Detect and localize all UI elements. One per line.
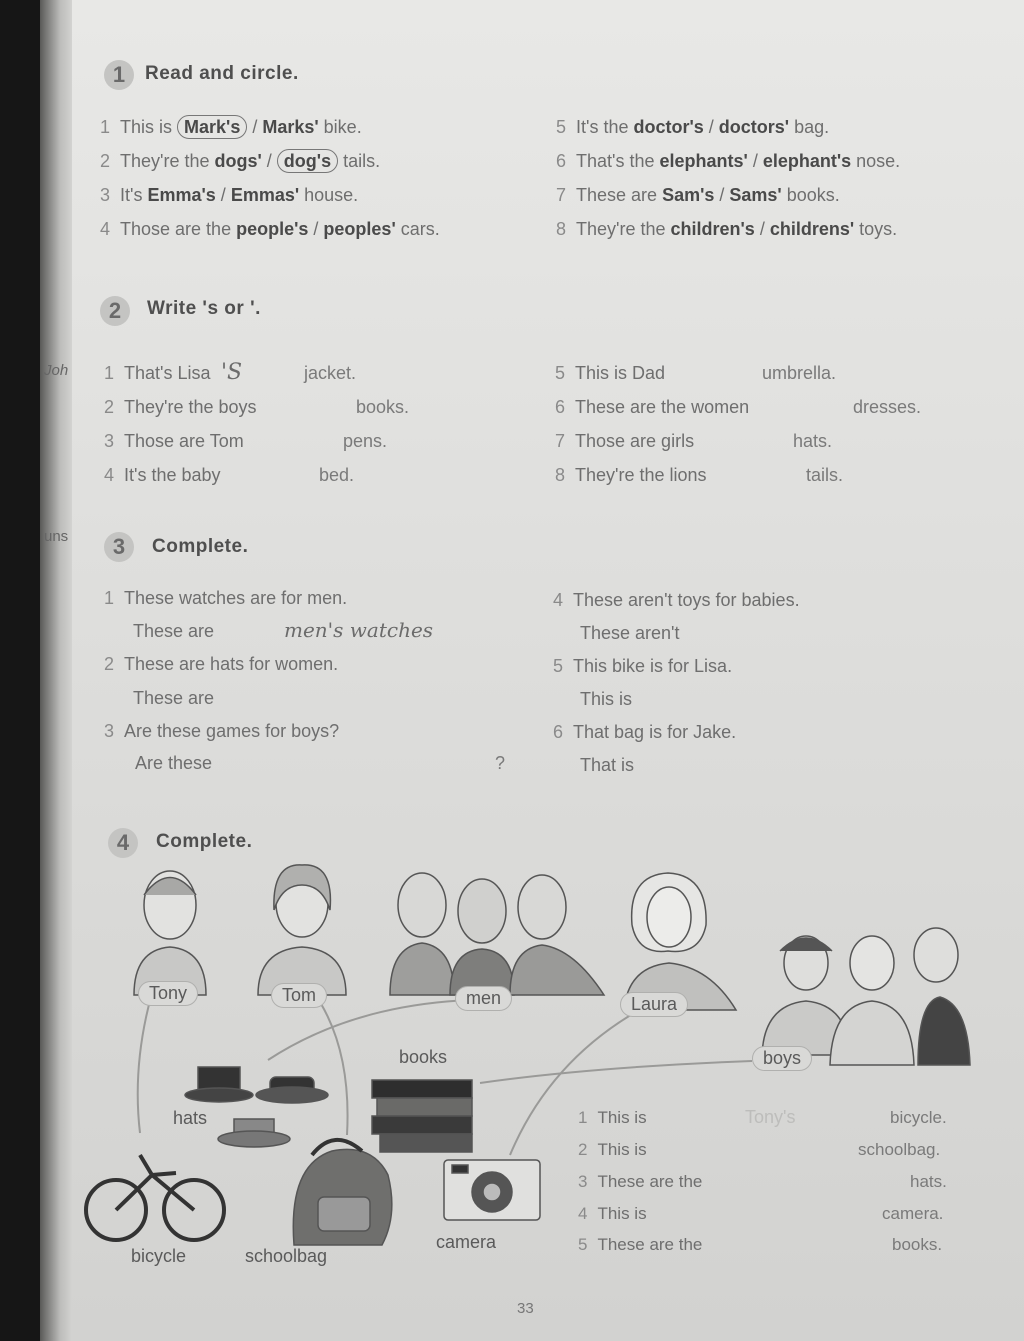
item-number: 8 [555, 465, 566, 485]
item-number: 6 [556, 151, 567, 171]
option-2: elephant's [762, 151, 852, 171]
item-number: 1 [578, 1108, 588, 1127]
item-number: 6 [553, 722, 564, 742]
exercise-2-item [555, 363, 665, 384]
option-1: elephants' [659, 151, 748, 171]
previous-page-edge [40, 0, 74, 1341]
item-suffix: toys. [854, 219, 898, 239]
item-number: 7 [555, 431, 566, 451]
exercise-4-item [578, 1204, 647, 1224]
object-label-bicycle: bicycle [131, 1246, 187, 1266]
option-separator: / [308, 219, 324, 239]
item-suffix: cars. [395, 219, 440, 239]
item-text: This is Dad [575, 363, 666, 383]
option-separator: / [261, 151, 277, 171]
answer-stem: Are these [135, 753, 213, 773]
answer-stem: That is [580, 755, 635, 775]
item-text: Those are Tom [124, 431, 244, 451]
exercise-2-item [104, 363, 211, 384]
object-label-camera: camera [436, 1232, 497, 1252]
option-2: peoples' [323, 219, 396, 239]
exercise-1-item [100, 219, 440, 240]
item-text: Those are girls [575, 431, 695, 451]
item-number: 3 [578, 1172, 588, 1191]
item-number: 2 [104, 397, 115, 417]
answer-stem: These aren't [580, 623, 680, 643]
item-number: 8 [556, 219, 567, 239]
exercise-3-number: 3 [104, 532, 134, 562]
option-separator: / [247, 117, 263, 137]
item-suffix: house. [299, 185, 359, 205]
option-1: doctor's [633, 117, 704, 137]
item-number: 3 [104, 431, 115, 451]
item-text: It's the baby [124, 465, 221, 485]
item-ending: schoolbag. [858, 1140, 941, 1159]
item-number: 4 [100, 219, 111, 239]
margin-text: uns [44, 528, 69, 545]
page-number: 33 [517, 1300, 534, 1317]
item-text: This is [597, 1108, 647, 1127]
handwritten-answer: 'S [221, 360, 243, 385]
exercise-4-item [578, 1108, 647, 1128]
item-suffix: bike. [318, 117, 362, 137]
exercise-3-question [104, 654, 338, 675]
option-separator: / [754, 219, 770, 239]
exercise-2-item [555, 431, 694, 452]
exercise-3-question [104, 588, 347, 609]
item-ending: hats. [793, 431, 833, 451]
answer-stem: These are [133, 621, 215, 641]
exercise-4-number: 4 [108, 828, 138, 858]
exercise-1-item [556, 151, 900, 172]
handwritten-answer: men's watches [284, 618, 434, 642]
question-mark: ? [495, 753, 506, 773]
item-number: 5 [578, 1235, 588, 1254]
item-text: That's Lisa [124, 363, 211, 383]
item-suffix: bag. [789, 117, 830, 137]
option-2: childrens' [769, 219, 855, 239]
question-text: This bike is for Lisa. [573, 656, 733, 676]
exercise-1-item [100, 185, 358, 206]
tony-figure [134, 871, 206, 995]
item-ending: dresses. [853, 397, 922, 417]
exercise-1-item [556, 219, 897, 240]
item-number: 1 [104, 363, 115, 383]
item-ending: pens. [343, 431, 388, 451]
item-number: 5 [553, 656, 564, 676]
question-text: These aren't toys for babies. [573, 590, 800, 610]
exercise-4-item [578, 1172, 702, 1192]
item-ending: books. [356, 397, 410, 417]
exercise-2-title: Write 's or '. [147, 298, 261, 319]
item-number: 1 [104, 588, 115, 608]
item-ending: books. [892, 1235, 943, 1254]
hats-drawing [185, 1067, 328, 1147]
item-number: 1 [100, 117, 111, 137]
option-2: doctors' [718, 117, 790, 137]
person-label-tom: Tom [271, 983, 327, 1008]
item-number: 7 [556, 185, 567, 205]
schoolbag-drawing [293, 1140, 392, 1245]
exercise-2-item [104, 465, 221, 486]
exercise-3-question [553, 656, 732, 677]
item-text: These are the [597, 1172, 703, 1191]
exercise-4-title: Complete. [156, 831, 253, 852]
exercise-1-item [556, 185, 840, 206]
item-prefix: They're the [576, 219, 671, 239]
exercise-3-title: Complete. [152, 536, 249, 557]
margin-text: Joh [44, 362, 69, 379]
object-label-schoolbag: schoolbag [245, 1246, 328, 1266]
item-prefix: These are [576, 185, 663, 205]
item-number: 4 [578, 1204, 588, 1223]
exercise-2-item [104, 431, 244, 452]
exercise-1-item [100, 117, 362, 138]
item-prefix: It's the [576, 117, 634, 137]
men-figures [390, 873, 604, 995]
answer-stem: These are [133, 688, 215, 708]
item-text: They're the boys [124, 397, 257, 417]
exercise-3-question [553, 722, 736, 743]
books-drawing [372, 1080, 472, 1152]
item-ending: jacket. [304, 363, 357, 383]
item-number: 2 [578, 1140, 588, 1159]
option-1: Sam's [662, 185, 715, 205]
option-1: dogs' [214, 151, 262, 171]
question-text: Are these games for boys? [124, 721, 340, 741]
exercise-1-title: Read and circle. [145, 63, 299, 84]
exercise-4-item [578, 1140, 647, 1160]
item-prefix: They're the [120, 151, 215, 171]
laura-figure [624, 873, 736, 1010]
exercise-4-item [578, 1235, 702, 1255]
item-number: 2 [100, 151, 111, 171]
item-text: These are the women [575, 397, 750, 417]
exercise-2-number: 2 [100, 296, 130, 326]
exercise-2-item [555, 397, 749, 418]
exercise-1-number: 1 [104, 60, 134, 90]
person-label-boys: boys [752, 1046, 812, 1071]
question-text: That bag is for Jake. [573, 722, 737, 742]
question-text: These watches are for men. [124, 588, 348, 608]
exercise-3-question [104, 721, 339, 742]
item-suffix: books. [781, 185, 840, 205]
bicycle-drawing [86, 1155, 224, 1240]
item-text: This is [597, 1140, 647, 1159]
object-label-books: books [399, 1047, 448, 1067]
item-prefix: This is [120, 117, 178, 137]
item-number: 3 [104, 721, 115, 741]
item-number: 4 [553, 590, 564, 610]
person-label-laura: Laura [620, 992, 688, 1017]
answer-stem: This is [580, 689, 633, 709]
option-1: children's [670, 219, 755, 239]
item-ending: umbrella. [762, 363, 837, 383]
option-2: dog's [277, 149, 338, 173]
item-text: These are the [597, 1235, 703, 1254]
person-label-men: men [455, 986, 512, 1011]
option-separator: / [215, 185, 231, 205]
item-text: This is [597, 1204, 647, 1223]
camera-drawing [444, 1160, 540, 1220]
option-2: Sams' [729, 185, 782, 205]
option-1: people's [236, 219, 309, 239]
exercise-2-item [104, 397, 257, 418]
option-separator: / [703, 117, 719, 137]
option-2: Emmas' [230, 185, 300, 205]
exercise-1-item [100, 151, 380, 172]
exercise-3-question [553, 590, 800, 611]
exercise-1-item [556, 117, 829, 138]
option-2: Marks' [262, 117, 319, 137]
item-ending: camera. [882, 1204, 944, 1223]
item-number: 6 [555, 397, 566, 417]
item-ending: hats. [910, 1172, 947, 1191]
item-ending: bed. [319, 465, 355, 485]
object-label-hats: hats [173, 1108, 208, 1128]
item-number: 2 [104, 654, 115, 674]
option-1: Emma's [147, 185, 216, 205]
item-prefix: It's [120, 185, 148, 205]
item-text: They're the lions [575, 465, 707, 485]
item-prefix: Those are the [120, 219, 237, 239]
item-number: 5 [556, 117, 567, 137]
option-1: Mark's [177, 115, 247, 139]
person-label-tony: Tony [138, 981, 198, 1006]
item-ending: bicycle. [890, 1108, 947, 1127]
option-separator: / [747, 151, 763, 171]
item-suffix: nose. [851, 151, 901, 171]
item-prefix: That's the [576, 151, 660, 171]
question-text: These are hats for women. [124, 654, 339, 674]
item-number: 5 [555, 363, 566, 383]
option-separator: / [714, 185, 730, 205]
boys-figures [762, 928, 970, 1065]
faint-answer: Tony's [745, 1107, 796, 1127]
tom-figure [258, 865, 346, 995]
item-number: 3 [100, 185, 111, 205]
item-suffix: tails. [338, 151, 381, 171]
item-number: 4 [104, 465, 115, 485]
exercise-2-item [555, 465, 707, 486]
item-ending: tails. [806, 465, 844, 485]
